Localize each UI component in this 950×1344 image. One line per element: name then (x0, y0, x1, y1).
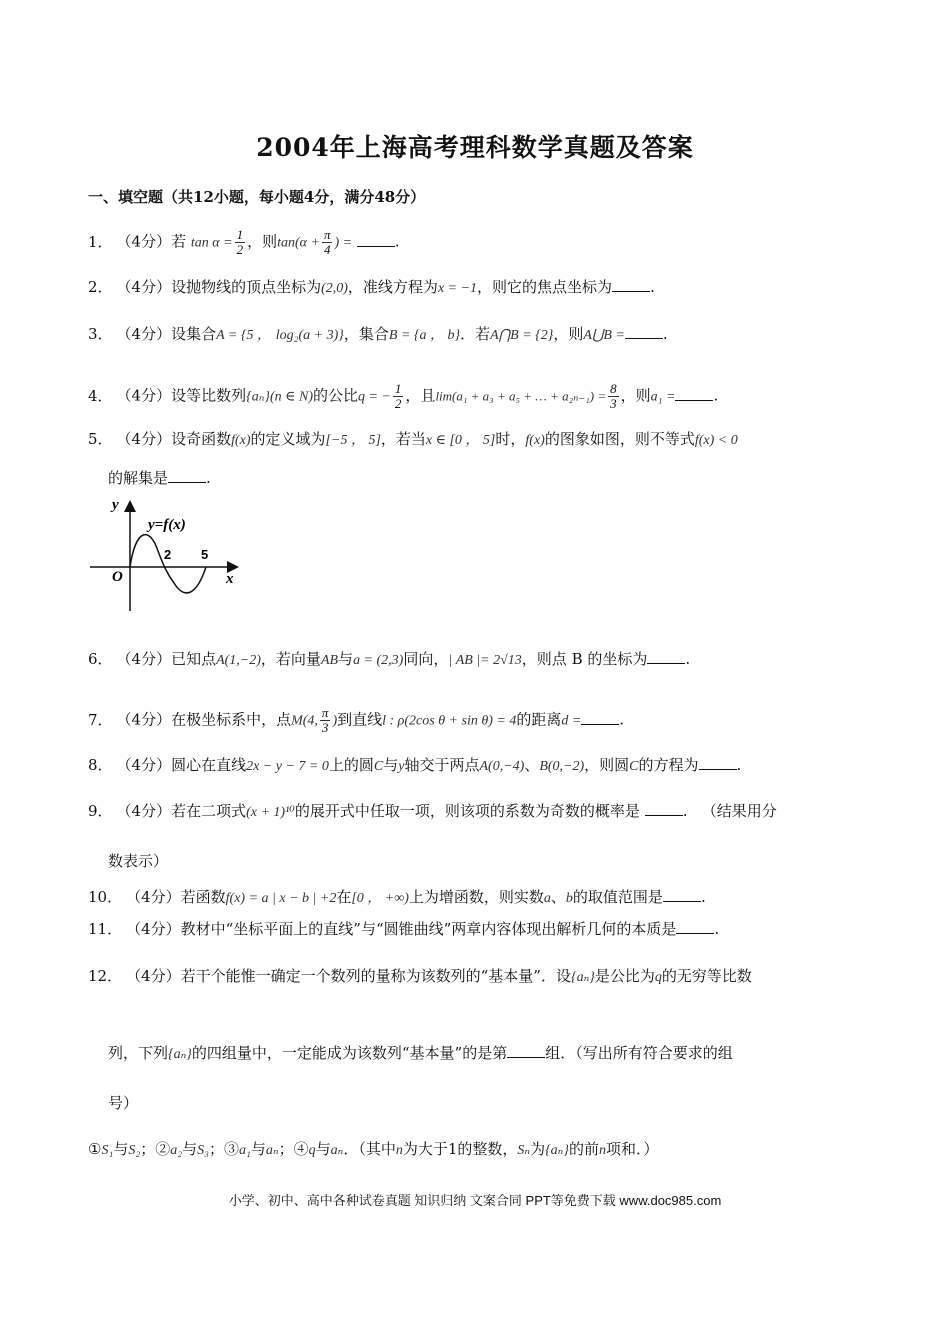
answer-blank (676, 919, 714, 934)
question-1: 1． （4分）若 tan α = $\frac{1}{2}$ ，则tan(α + $\frac{\pi}{4}$ ) = . (88, 227, 400, 257)
fraction: $\frac{1}{2}$ (394, 381, 402, 411)
fraction: $\frac{\pi}{3}$ (321, 705, 329, 735)
question-5: 5． （4分）设奇函数f(x)的定义域为[−5 ， 5]，若当x ∈ [0 ， 5]时，f(x)的图象如图，则不等式f(x) < 0 (88, 430, 738, 448)
page-title: 2004年上海高考理科数学真题及答案 (256, 133, 694, 162)
answer-blank (612, 277, 650, 292)
answer-blank (675, 386, 713, 401)
answer-blank (647, 649, 685, 664)
question-12-line-3: 号） (108, 1094, 139, 1112)
tick-5: 5 (201, 547, 209, 562)
question-11: 11． （4分）教材中“坐标平面上的直线”与“圆锥曲线”两章内容体现出解析几何的本质是 . (88, 920, 720, 938)
answer-blank (168, 468, 206, 483)
question-8: 8． （4分）圆心在直线2x − y − 7 = 0上的圆C与y轴交于两点A(0,−4)、B(0,−2)，则圆C的方程为 . (88, 756, 742, 774)
answer-blank (625, 324, 663, 339)
answer-blank (645, 801, 683, 816)
question-12: 12． （4分）若干个能惟一确定一个数列的量称为该数列的“基本量”．设{aₙ}是公比为q的无穷等比数 (88, 967, 752, 985)
answer-blank (699, 755, 737, 770)
question-4: 4． （4分）设等比数列{aₙ}(n ∈ N)的公比q = − $\frac{1}{2}$ ，且lim(a₁ + a₃ + a₅ + … + a₂ₙ₋₁) = $\frac{8}{3}$ ，则a₁ = . (88, 381, 719, 411)
fraction: $\frac{8}{3}$ (610, 381, 617, 411)
question-6: 6． （4分）已知点A(1,−2)，若向量AB与a = (2,3)同向，| AB |= 2√13，则点 B 的坐标为 . (88, 650, 691, 668)
footer-watermark: 小学、初中、高中各种试卷真题 知识归纳 文案合同 PPT等免费下载 www.doc985.com (228, 1193, 722, 1208)
y-label: y (112, 497, 119, 513)
question-2: 2． （4分）设抛物线的顶点坐标为(2,0)，准线方程为x = −1，则它的焦点坐标为 . (88, 278, 655, 296)
x-label: x (226, 571, 234, 587)
question-3: 3． （4分）设集合A = {5 ， log₂(a + 3)}，集合B = {a ， b}．若A⋂B = {2}，则A⋃B = . (88, 325, 668, 343)
answer-blank (357, 232, 395, 247)
answer-blank (507, 1043, 545, 1058)
fraction: $\frac{\pi}{4}$ (323, 227, 331, 257)
function-graph (88, 495, 248, 615)
question-5-continued: 的解集是 . (108, 469, 211, 487)
fraction: $\frac{1}{2}$ (236, 227, 244, 257)
answer-blank (581, 710, 619, 725)
question-12-options: ①S₁与S₂；②a₂与S₃；③a₁与aₙ；④q与aₙ．（其中n为大于1的整数，Sₙ为{aₙ}的前n项和．） (88, 1140, 659, 1158)
tick-2: 2 (164, 547, 172, 562)
section-heading: 一、填空题（共12小题，每小题4分，满分48分） (88, 188, 426, 206)
answer-blank (663, 887, 701, 902)
curve (130, 535, 209, 593)
function-label: y=f(x) (148, 517, 186, 533)
question-10: 10． （4分）若函数f(x) = a | x − b | +2在[0 ， +∞)上为增函数，则实数a、b的取值范围是 . (88, 888, 706, 906)
question-7: 7． （4分）在极坐标系中，点M(4, $\frac{\pi}{3}$ )到直线l : ρ(2cos θ + sin θ) = 4的距离d = . (88, 705, 625, 735)
question-9-continued: 数表示） (108, 852, 169, 870)
question-12-line-2: 列，下列{aₙ}的四组量中，一定能成为该数列“基本量”的是第 组．（写出所有符合要求的组 (108, 1044, 733, 1062)
question-9: 9． （4分）若在二项式(x + 1)¹⁰的展开式中任取一项，则该项的系数为奇数的概率是 . （结果用分 (88, 802, 777, 820)
origin-label: O (112, 569, 123, 585)
